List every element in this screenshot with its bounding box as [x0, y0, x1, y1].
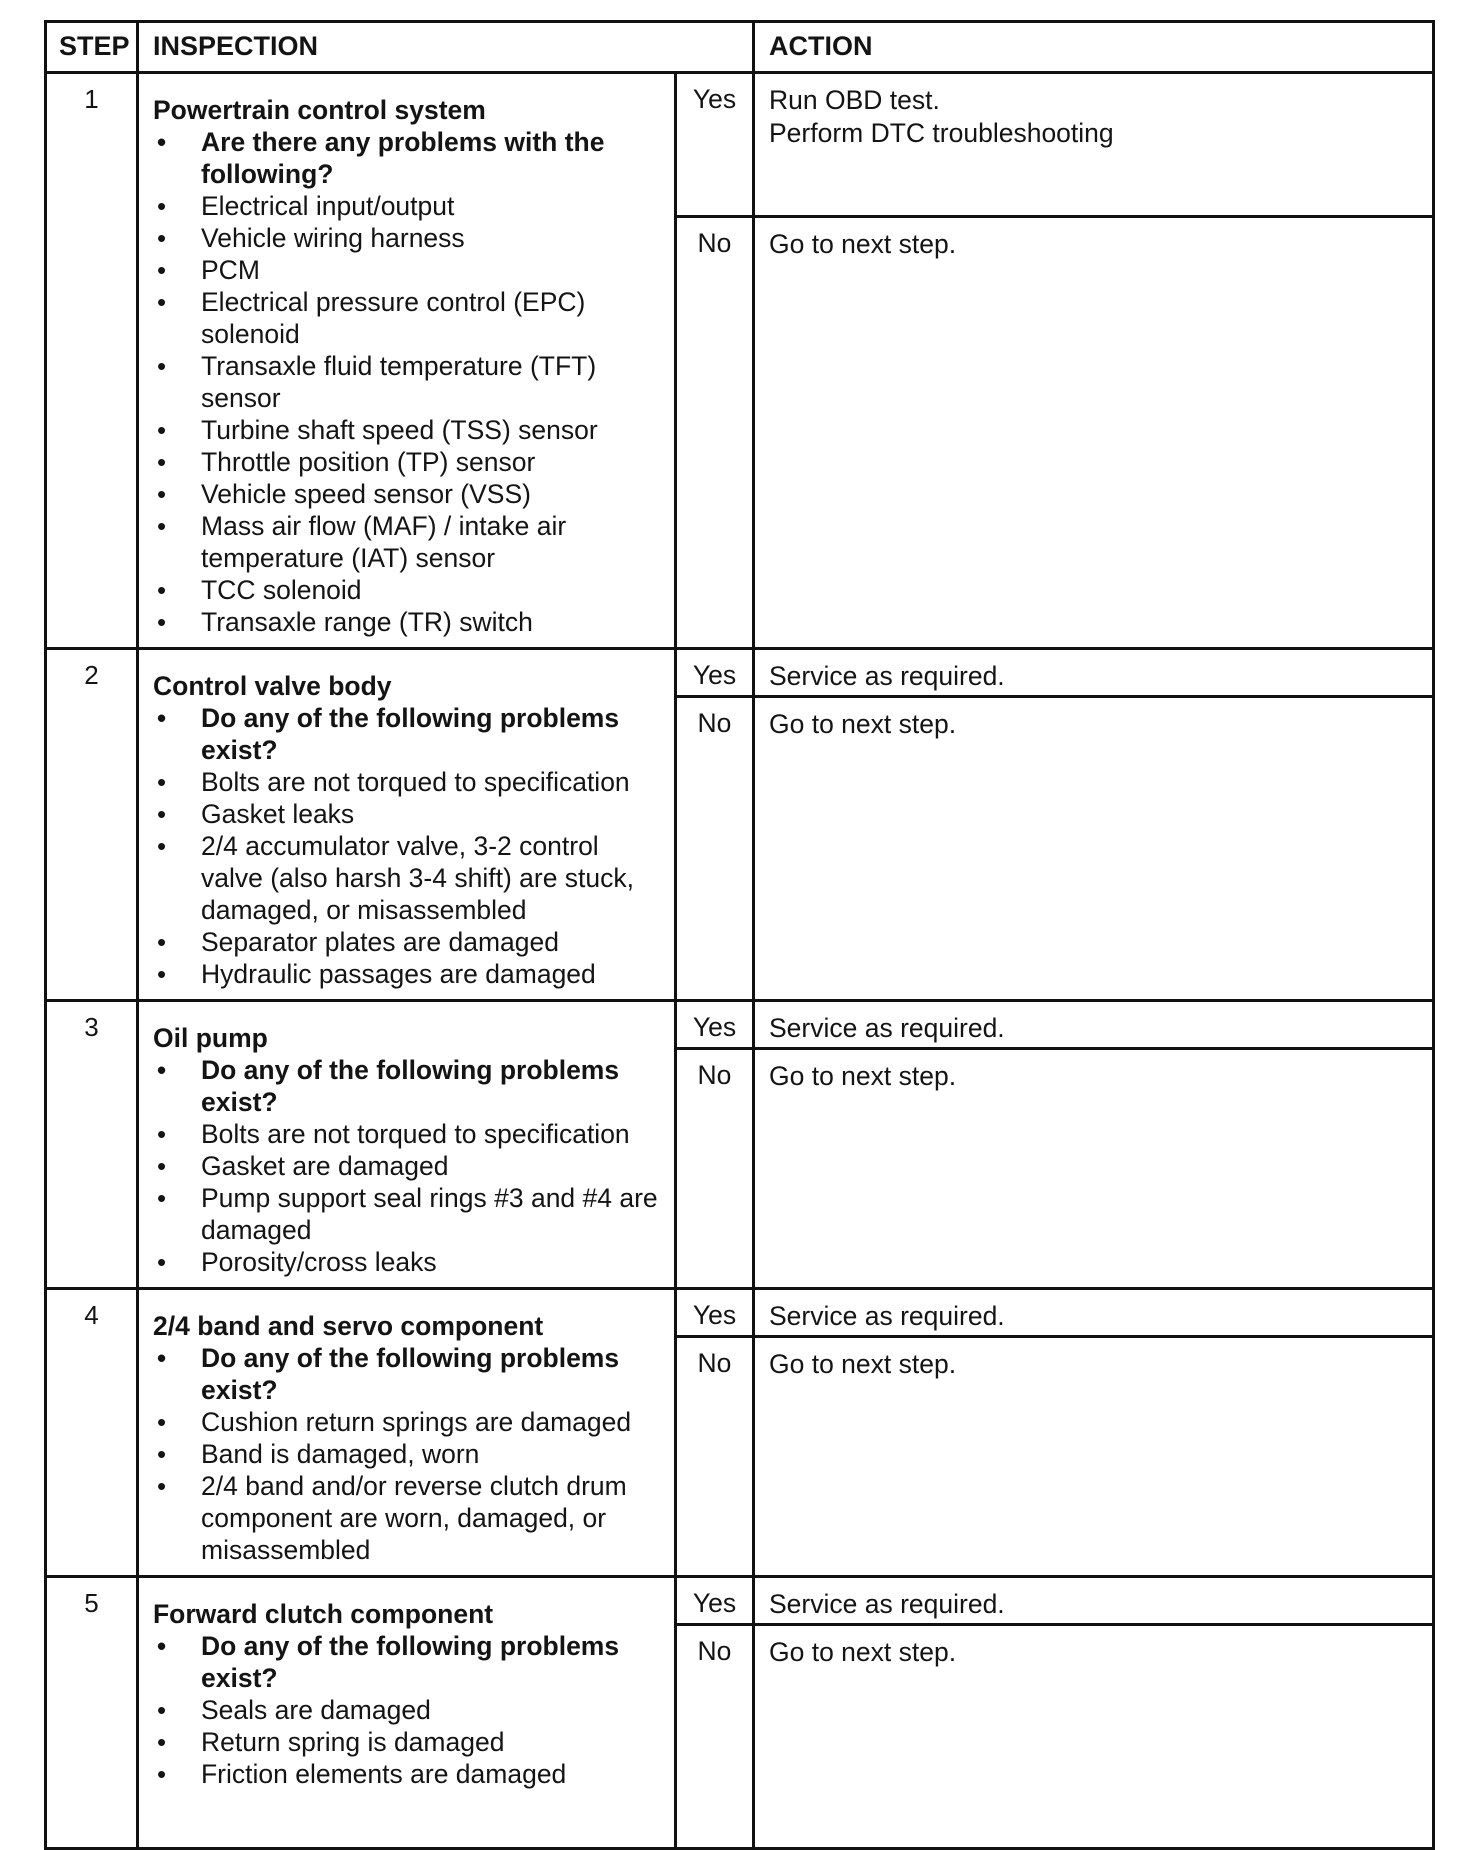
inspection-item: • Gasket leaks	[153, 798, 664, 830]
inspection-title: Oil pump	[153, 1023, 268, 1053]
inspection-question: • Do any of the following problems exist?	[153, 1054, 664, 1118]
inspection-item: • Friction elements are damaged	[153, 1758, 664, 1790]
no-label: No	[676, 217, 754, 649]
inspection-question: • Do any of the following problems exist?	[153, 702, 664, 766]
inspection-list	[153, 702, 664, 990]
inspection-item: • Gasket are damaged	[153, 1150, 664, 1182]
no-action: Go to next step.	[754, 697, 1434, 1001]
yes-label: Yes	[676, 649, 754, 697]
step-row	[46, 1001, 1434, 1049]
header-inspection: INSPECTION	[138, 22, 754, 73]
inspection-item: • PCM	[153, 254, 664, 286]
inspection-title: Powertrain control system	[153, 95, 486, 125]
inspection-item: • Band is damaged, worn	[153, 1438, 664, 1470]
inspection-list	[153, 126, 664, 638]
no-action: Go to next step.	[754, 1337, 1434, 1577]
yes-action-line: Service as required.	[769, 1301, 1005, 1331]
yes-action	[754, 1289, 1434, 1337]
no-action: Go to next step.	[754, 217, 1434, 649]
inspection-item: • Pump support seal rings #3 and #4 are damaged	[153, 1182, 664, 1246]
yes-label: Yes	[676, 1577, 754, 1625]
inspection-item: • Separator plates are damaged	[153, 926, 664, 958]
inspection-item: • Electrical pressure control (EPC) solenoid	[153, 286, 664, 350]
step-number: 4	[46, 1289, 138, 1577]
step-number: 1	[46, 73, 138, 649]
yes-label: Yes	[676, 1001, 754, 1049]
yes-action-line: Service as required.	[769, 1013, 1005, 1043]
inspection-cell	[138, 1577, 676, 1849]
inspection-list	[153, 1630, 664, 1790]
inspection-cell	[138, 73, 676, 649]
step-row	[46, 1289, 1434, 1337]
inspection-item: • Cushion return springs are damaged	[153, 1406, 664, 1438]
inspection-question: • Do any of the following problems exist?	[153, 1630, 664, 1694]
yes-action	[754, 649, 1434, 697]
inspection-item: • Vehicle wiring harness	[153, 222, 664, 254]
header-row	[46, 22, 1434, 73]
step-number: 3	[46, 1001, 138, 1289]
inspection-item: • Electrical input/output	[153, 190, 664, 222]
inspection-list	[153, 1054, 664, 1278]
no-label: No	[676, 1337, 754, 1577]
yes-action	[754, 73, 1434, 217]
inspection-cell	[138, 649, 676, 1001]
inspection-list	[153, 1342, 664, 1566]
yes-label: Yes	[676, 73, 754, 217]
inspection-item: • Bolts are not torqued to specification	[153, 766, 664, 798]
inspection-item: • Turbine shaft speed (TSS) sensor	[153, 414, 664, 446]
inspection-item: • TCC solenoid	[153, 574, 664, 606]
inspection-table	[44, 20, 1435, 1850]
yes-action-line: Service as required.	[769, 1589, 1005, 1619]
header-action: ACTION	[754, 22, 1434, 73]
inspection-item: • Seals are damaged	[153, 1694, 664, 1726]
inspection-item: • 2/4 band and/or reverse clutch drum component are worn, damaged, or misassembled	[153, 1470, 664, 1566]
no-label: No	[676, 1049, 754, 1289]
inspection-title: Control valve body	[153, 671, 392, 701]
inspection-title: Forward clutch component	[153, 1599, 494, 1629]
inspection-cell	[138, 1289, 676, 1577]
step-row	[46, 649, 1434, 697]
yes-action-line: Service as required.	[769, 661, 1005, 691]
header-step: STEP	[46, 22, 138, 73]
inspection-item: • Mass air flow (MAF) / intake air temperature (IAT) sensor	[153, 510, 664, 574]
inspection-item: • 2/4 accumulator valve, 3-2 control valve (also harsh 3-4 shift) are stuck, damaged, or misassembled	[153, 830, 664, 926]
yes-label: Yes	[676, 1289, 754, 1337]
inspection-table-document	[44, 20, 1432, 1806]
step-number: 5	[46, 1577, 138, 1849]
inspection-item: • Bolts are not torqued to specification	[153, 1118, 664, 1150]
yes-action	[754, 1001, 1434, 1049]
no-label: No	[676, 697, 754, 1001]
inspection-item: • Transaxle range (TR) switch	[153, 606, 664, 638]
inspection-item: • Return spring is damaged	[153, 1726, 664, 1758]
inspection-title: 2/4 band and servo component	[153, 1311, 544, 1341]
no-label: No	[676, 1625, 754, 1849]
step-row	[46, 1577, 1434, 1625]
inspection-item: • Vehicle speed sensor (VSS)	[153, 478, 664, 510]
inspection-cell	[138, 1001, 676, 1289]
inspection-question: • Are there any problems with the following?	[153, 126, 664, 190]
yes-action-line: Run OBD test.	[769, 85, 940, 115]
inspection-item: • Porosity/cross leaks	[153, 1246, 664, 1278]
step-number: 2	[46, 649, 138, 1001]
no-action: Go to next step.	[754, 1049, 1434, 1289]
inspection-item: • Transaxle fluid temperature (TFT) sensor	[153, 350, 664, 414]
inspection-item: • Hydraulic passages are damaged	[153, 958, 664, 990]
step-row	[46, 73, 1434, 217]
yes-action-line: Perform DTC troubleshooting	[769, 118, 1114, 148]
yes-action	[754, 1577, 1434, 1625]
inspection-question: • Do any of the following problems exist?	[153, 1342, 664, 1406]
no-action: Go to next step.	[754, 1625, 1434, 1849]
inspection-item: • Throttle position (TP) sensor	[153, 446, 664, 478]
table-body	[46, 73, 1434, 1849]
